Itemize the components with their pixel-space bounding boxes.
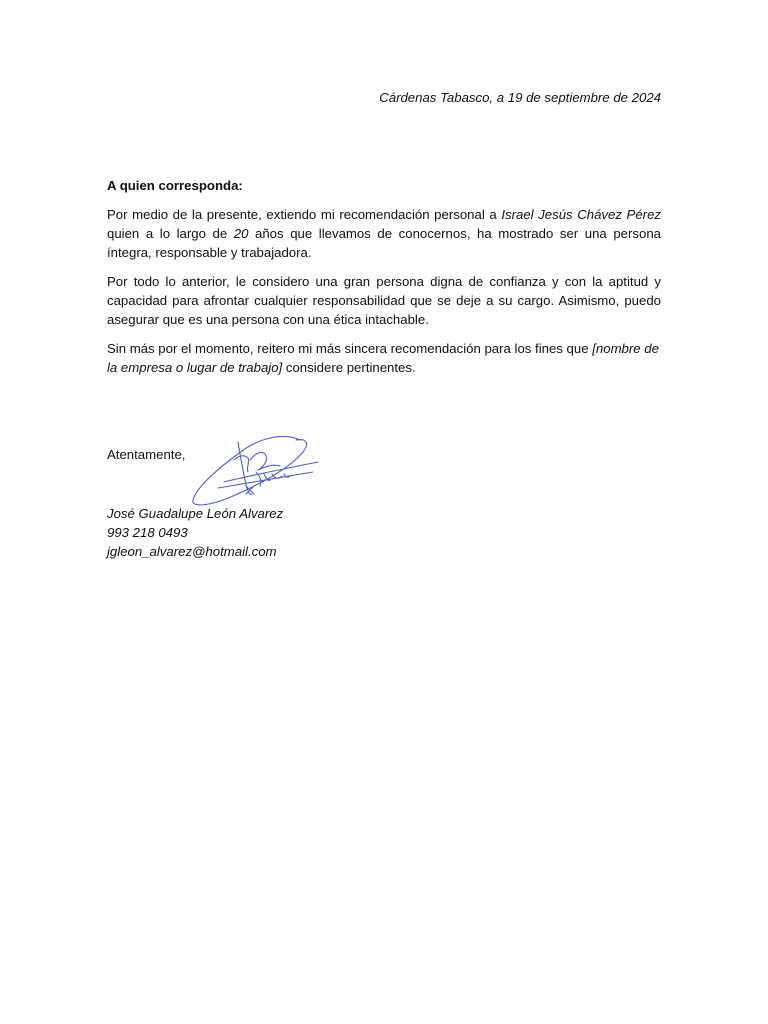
years-known: 20 [233,226,249,241]
signer-name: José Guadalupe León Alvarez [107,506,284,521]
letter-body [107,176,661,387]
company-placeholder: [nombre de la empresa o lugar de trabajo] [107,341,659,375]
paragraph-closing [107,339,661,377]
paragraph-recommendation [107,205,661,262]
paragraph-text: quien a lo largo de [107,226,234,241]
signer-email: jgleon_alvarez@hotmail.com [107,544,277,559]
greeting: A quien corresponda: [107,178,243,193]
closing-salutation: Atentamente, [107,447,186,462]
paragraph-text: considere pertinentes. [282,360,416,375]
date-line: Cárdenas Tabasco, a 19 de septiembre de 2024 [379,90,661,105]
paragraph-text: años que llevamos de conocernos, ha mostrado ser una persona íntegra, responsable y trabajadora. [107,226,661,260]
paragraph-text: Por medio de la presente, extiendo mi recomendación personal a [107,207,502,222]
signer-block [107,504,283,561]
signer-phone: 993 218 0493 [107,525,188,540]
paragraph-character: Por todo lo anterior, le considero una gran persona digna de confianza y con la aptitud y capacidad para afrontar cualquier responsabilidad que se deje a su cargo. Asimismo, puedo asegurar que es una persona con una ética intachable. [107,274,661,327]
recommended-person-name: Israel Jesús Chávez Pérez [501,207,661,222]
handwritten-signature [188,430,323,510]
paragraph-text: Sin más por el momento, reitero mi más sincera recomendación para los fines que [107,341,593,356]
